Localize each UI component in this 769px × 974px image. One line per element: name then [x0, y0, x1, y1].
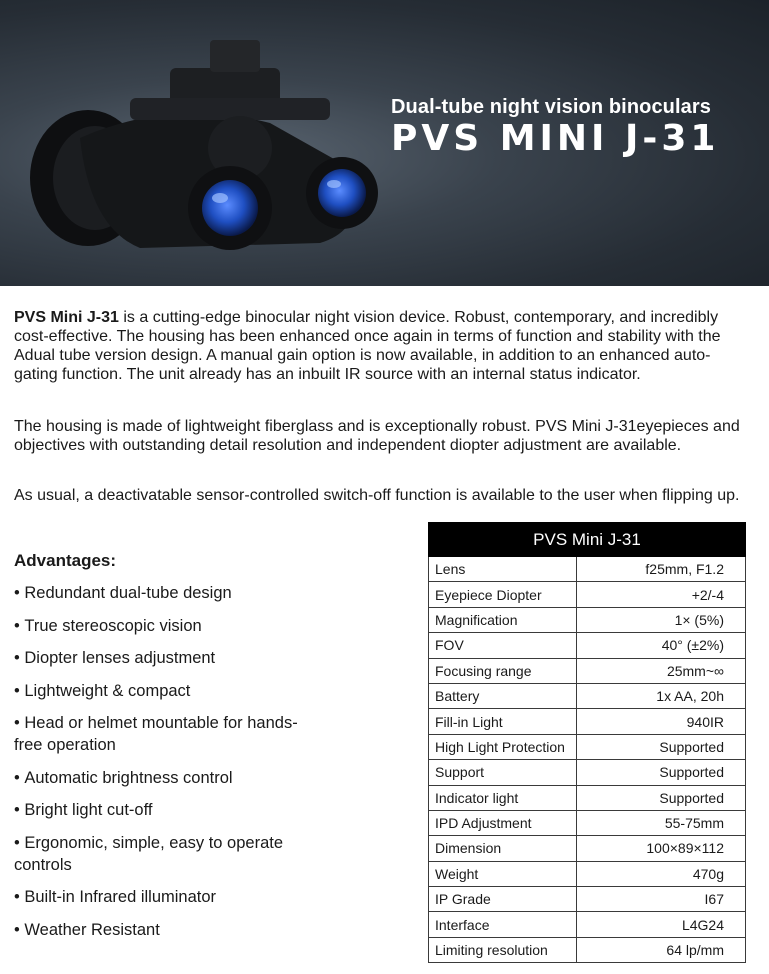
spec-label: Dimension [429, 836, 577, 861]
spec-row [429, 658, 746, 683]
advantages-heading: Advantages: [14, 551, 117, 570]
night-vision-binoculars-image [20, 28, 380, 258]
spec-label: Fill-in Light [429, 709, 577, 734]
description-text-1: is a cutting-edge binocular night vision device. Robust, contemporary, and incredibly cost-effective. The housing has been enhanced once again in terms of function and stability with the Adual tube version design. A manual gain option is now available, in addition to an enhanced auto-gating function. The unit already has an inbuilt IR source with an internal status indicator. [14, 309, 721, 383]
spec-label: FOV [429, 633, 577, 658]
spec-value: 1× (5%) [577, 607, 746, 632]
advantage-item: • Automatic brightness control [14, 767, 314, 789]
spec-table-title: PVS Mini J-31 [429, 523, 746, 557]
spec-value: I67 [577, 887, 746, 912]
spec-row [429, 836, 746, 861]
spec-row [429, 937, 746, 962]
spec-value: 40° (±2%) [577, 633, 746, 658]
description-paragraph-1 [14, 308, 744, 384]
spec-row [429, 785, 746, 810]
spec-value: 100×89×112 [577, 836, 746, 861]
spec-row [429, 734, 746, 759]
spec-label: IP Grade [429, 887, 577, 912]
spec-row [429, 810, 746, 835]
spec-label: Limiting resolution [429, 937, 577, 962]
spec-row [429, 709, 746, 734]
spec-row [429, 607, 746, 632]
advantage-item: • Redundant dual-tube design [14, 582, 314, 604]
advantage-item: • Head or helmet mountable for hands-free operation [14, 712, 314, 756]
spec-label: High Light Protection [429, 734, 577, 759]
product-subtitle: Dual-tube night vision binoculars [391, 96, 711, 118]
advantage-item: • Diopter lenses adjustment [14, 647, 314, 669]
spec-row [429, 557, 746, 582]
spec-value: Supported [577, 734, 746, 759]
spec-value: 940IR [577, 709, 746, 734]
spec-label: Lens [429, 557, 577, 582]
spec-table [428, 522, 746, 963]
product-name-bold: PVS Mini J-31 [14, 309, 119, 326]
advantage-item: • Ergonomic, simple, easy to operate controls [14, 832, 314, 876]
advantage-item: • True stereoscopic vision [14, 615, 314, 637]
spec-value: 55-75mm [577, 810, 746, 835]
description-paragraph-2: The housing is made of lightweight fiberglass and is exceptionally robust. PVS Mini J-31eyepieces and objectives with outstanding detail resolution and independent diopter adjustment are available. [14, 418, 740, 454]
advantage-item: • Lightweight & compact [14, 680, 314, 702]
spec-row [429, 582, 746, 607]
spec-value: 64 lp/mm [577, 937, 746, 962]
spec-value: Supported [577, 760, 746, 785]
description-paragraph-3: As usual, a deactivatable sensor-controlled switch-off function is available to the user when flipping up. [14, 487, 740, 504]
advantage-item: • Bright light cut-off [14, 799, 314, 821]
spec-label: IPD Adjustment [429, 810, 577, 835]
spec-row [429, 861, 746, 886]
spec-label: Battery [429, 683, 577, 708]
spec-value: Supported [577, 785, 746, 810]
spec-label: Eyepiece Diopter [429, 582, 577, 607]
spec-value: 470g [577, 861, 746, 886]
advantages-list [14, 582, 314, 951]
spec-label: Support [429, 760, 577, 785]
spec-value: 25mm~∞ [577, 658, 746, 683]
spec-row [429, 887, 746, 912]
spec-label: Interface [429, 912, 577, 937]
spec-label: Indicator light [429, 785, 577, 810]
spec-label: Focusing range [429, 658, 577, 683]
spec-label: Weight [429, 861, 577, 886]
advantage-item: • Built-in Infrared illuminator [14, 886, 314, 908]
spec-row [429, 760, 746, 785]
spec-row [429, 633, 746, 658]
hero-banner [0, 0, 769, 286]
spec-value: f25mm, F1.2 [577, 557, 746, 582]
spec-value: 1x AA, 20h [577, 683, 746, 708]
spec-row [429, 912, 746, 937]
spec-value: +2/-4 [577, 582, 746, 607]
product-title: PVS MINI J-31 [391, 118, 720, 159]
advantage-item: • Weather Resistant [14, 919, 314, 941]
spec-row [429, 683, 746, 708]
spec-label: Magnification [429, 607, 577, 632]
spec-value: L4G24 [577, 912, 746, 937]
